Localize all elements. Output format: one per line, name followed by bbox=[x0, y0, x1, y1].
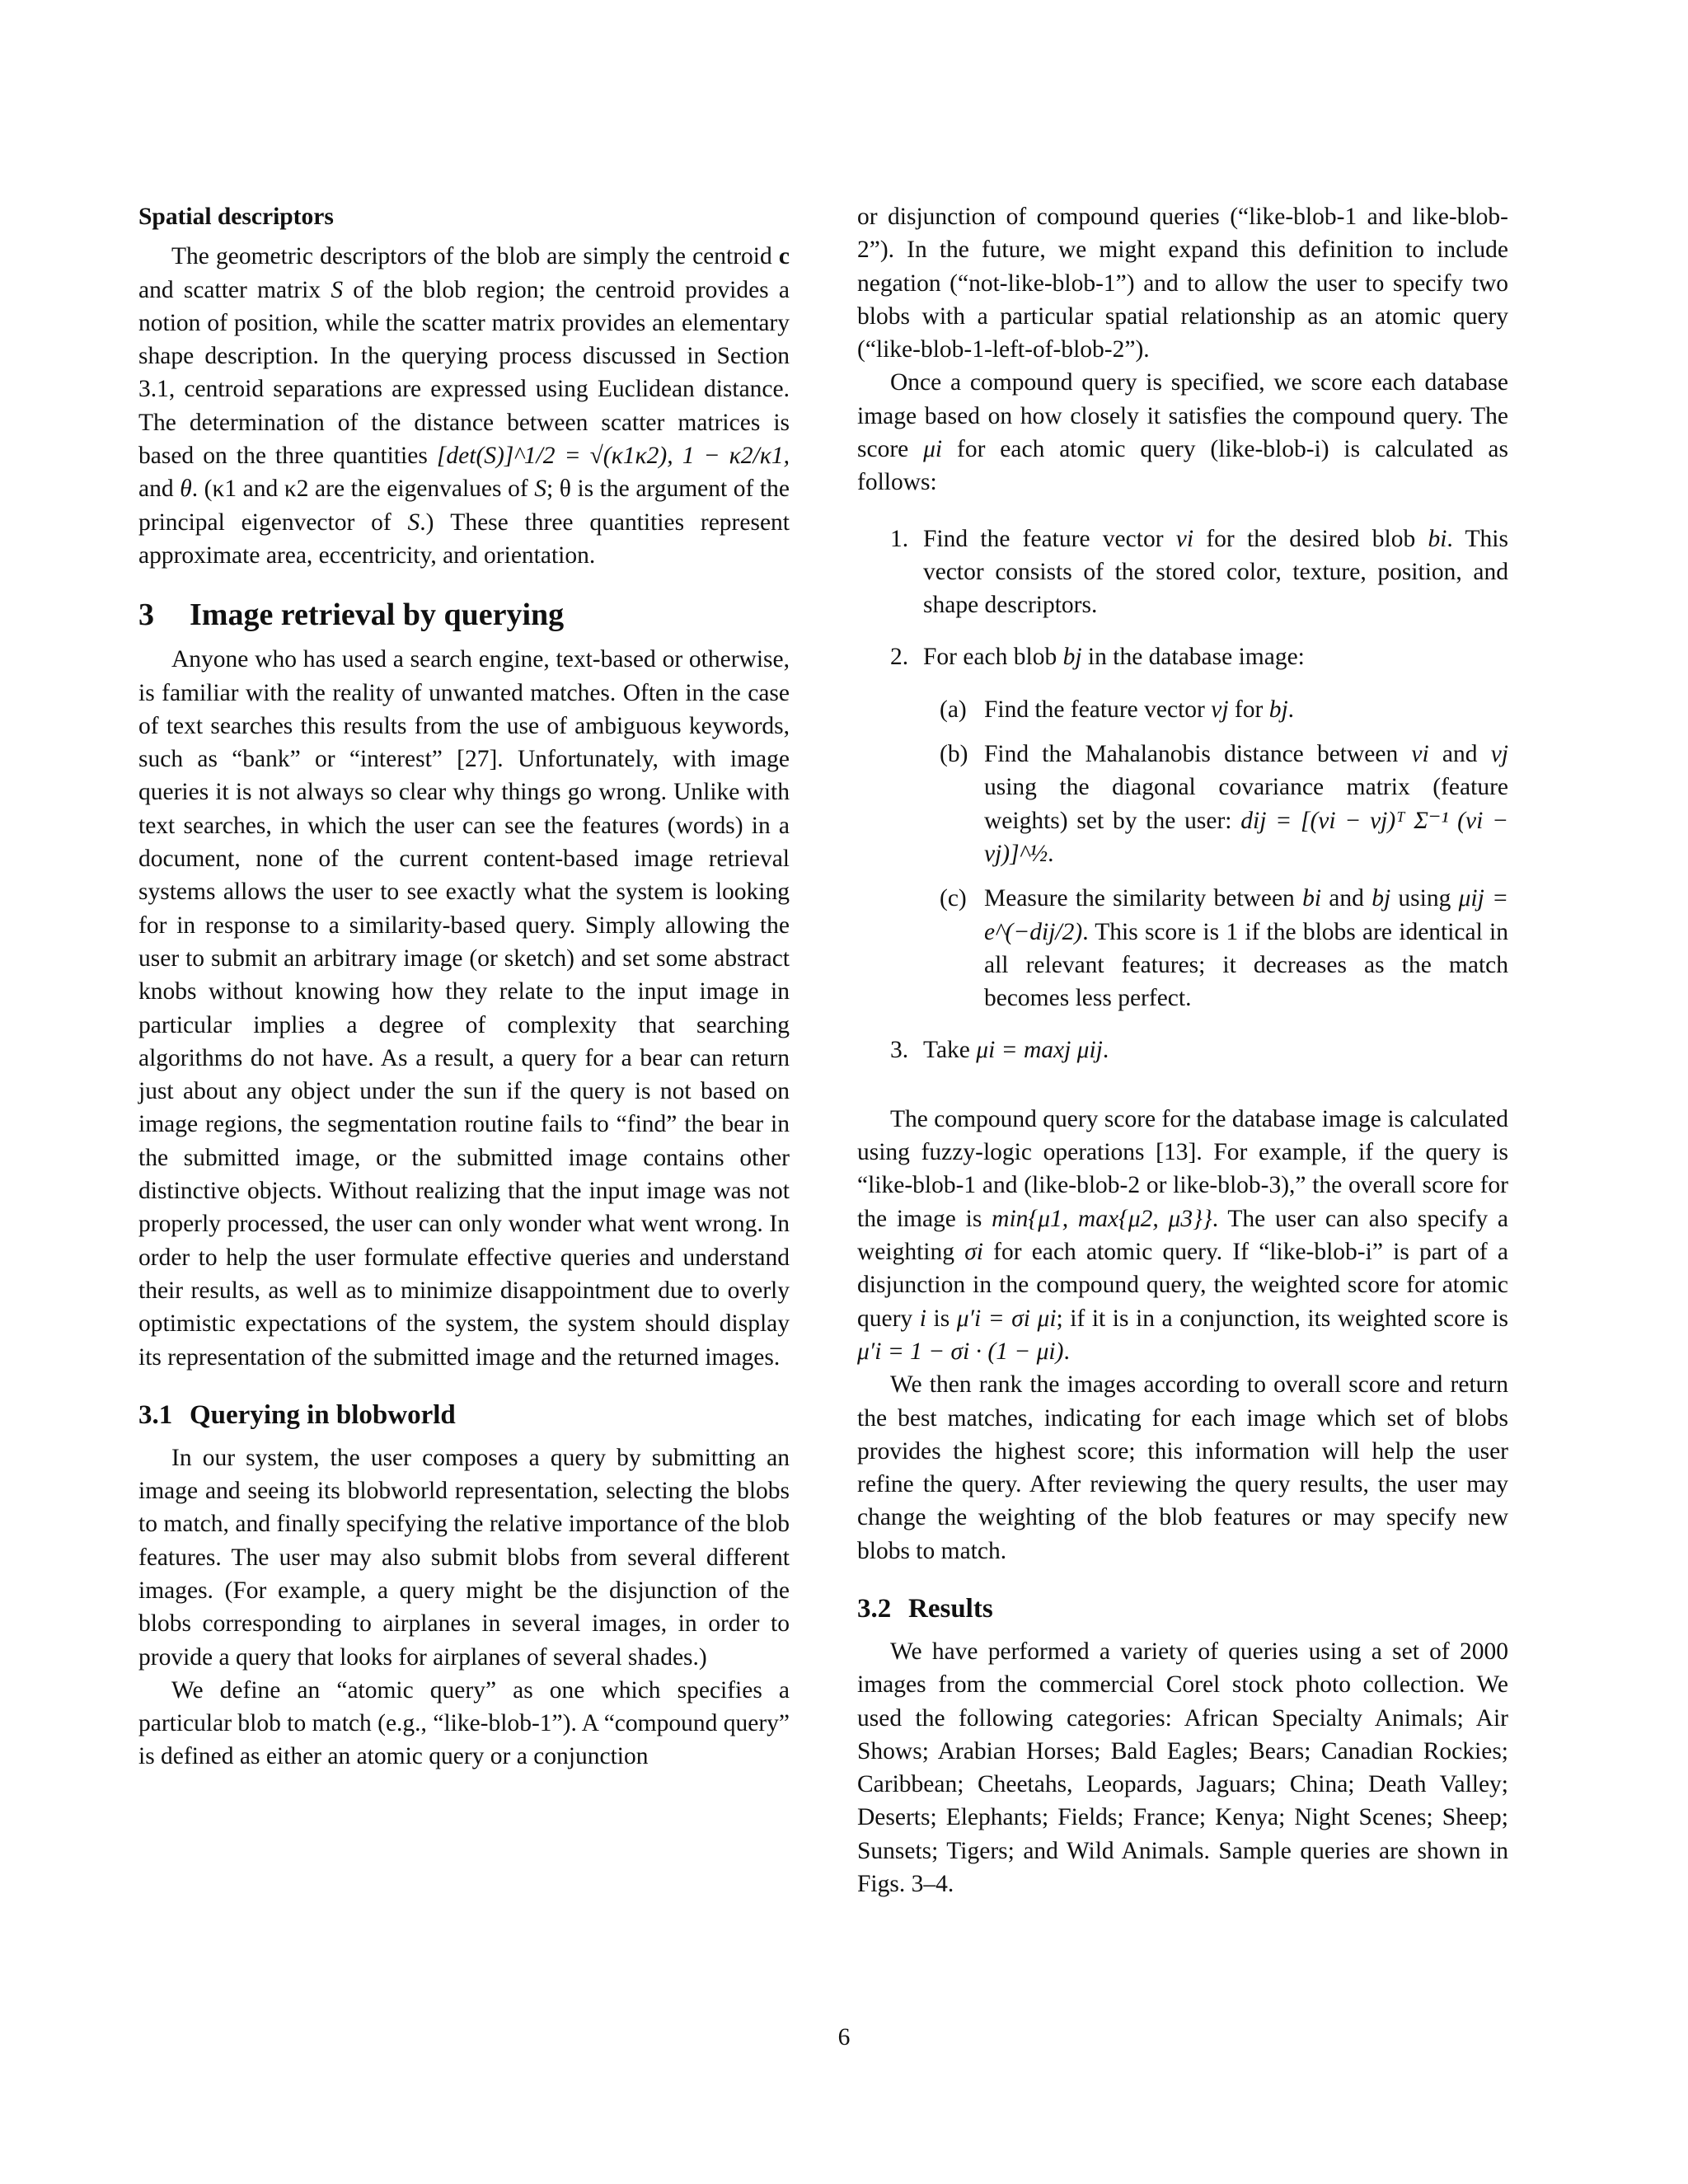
compound-score-paragraph: The compound query score for the database image is calculated using fuzzy-logic operations [13]. For example, if the query is “like-blob-1 and (like-blob-2 or like-blob-3),” the overall score for the image is min{μ1, max{μ2, μ3}}. The user can also specify a weighting σi for each atomic query. If “like-blob-i” is part of a disjunction in the compound query, the weighted score for atomic query i is μ′i = σi μi; if it is in a conjunction, its weighted score is μ′i = 1 − σi · (1 − μi). bbox=[857, 1105, 1508, 1365]
score-paragraph: Once a compound query is specified, we score each database image based on how closely it satisfies the compound query. The score μi for each atomic query (like-blob-i) is calculated as follows: bbox=[857, 369, 1508, 496]
det-formula: [det(S)]^1/2 = √(κ1κ2), 1 − κ2/κ1, bbox=[436, 443, 790, 470]
results-paragraph: We have performed a variety of queries using a set of 2000 images from the commercial Corel stock photo collection. We used the following categories: African Specialty Animals; Air Shows; Arabian Horses; Bald Eagles; Bears; Canadian Rockies; Caribbean; Cheetahs, Leopards, Jaguars; China; Death Valley; Deserts; Elephants; Fields; France; Kenya; Night Scenes; Sheep; Sunsets; Tigers; and Wild Animals. Sample queries are shown in Figs. 3–4. bbox=[857, 1638, 1508, 1898]
step-3: 3. Take μi = maxj μij. bbox=[890, 1036, 1109, 1063]
similarity-formula: μij = e^(−dij/2) bbox=[984, 885, 1509, 945]
section-3-paragraph: Anyone who has used a search engine, text-based or otherwise, is familiar with the reality of unwanted matches. Often in the case of text searches this results from the use of ambiguous keywords, such as “bank” or “interest” [27]. Unfortunately, with image queries it is not always so clear why things go wrong. Unlike with text searches, in which the user can see the features (words) in a document, none of the current content-based image retrieval systems allows the user to see exactly what the system is looking for in response to a similarity-based query. Simply allowing the user to submit an arbitrary image (or sketch) and set some abstract knobs without knowing how they relate to the input image in particular implies a degree of complexity that searching algorithms do not have. As a result, a query for a bear can return just about any object under the sun if the query is not based on image regions, the segmentation routine fails to “find” the bear in the submitted image, or the submitted image contains other distinctive objects. Without realizing that the input image was not properly processed, the user can only wonder what went wrong. In order to help the user formulate effective queries and understand their results, as well as to minimize disappointment due to overly optimistic expectations of the system, the system should display its representation of the submitted image and the returned images. bbox=[138, 646, 790, 1371]
spatial-descriptors-heading: Spatial descriptors bbox=[138, 204, 334, 230]
step-2c: (c) Measure the similarity between bi and bj using μij = e^(−dij/2). This score is 1 if the blobs are identical in all relevant features; it decreases as the match becomes less perfect. bbox=[940, 885, 1509, 1012]
section-3-1-heading: 3.1 Querying in blobworld bbox=[138, 1399, 456, 1430]
mahalanobis-formula: dij = [(vi − vj)ᵀ Σ⁻¹ (vi − vj)]^½ bbox=[984, 807, 1508, 868]
step-2: 2. For each blob bj in the database image: (a) Find the feature vector vj for bj. (b) Find the Mahalanobis distance between vi and vj using the diagonal covariance matrix (feature weights) set by the user: dij = [(vi − vj)ᵀ Σ⁻¹ (vi − vj)]^½. (c) Measure the similarity between bi and bj using μij = e^(−dij/2). This score is 1 if the blobs are identical in all relevant features; it decreases as the match becomes less perfect. bbox=[857, 640, 1508, 1015]
section-3-heading: 3 Image retrieval by querying bbox=[138, 598, 565, 633]
spatial-descriptors-paragraph: The geometric descriptors of the blob are simply the centroid c and scatter matrix S of the blob region; the centroid provides a notion of position, while the scatter matrix provides an elementary shape description. In the querying process discussed in Section 3.1, centroid separations are expressed using Euclidean distance. The determination of the distance between scatter matrices is based on the three quantities [det(S)]^1/2 = √(κ1κ2), 1 − κ2/κ1, and θ. (κ1 and κ2 are the eigenvalues of S; θ is the argument of the principal eigenvector of S.) These three quantities represent approximate area, eccentricity, and orientation. bbox=[138, 243, 790, 569]
continued-paragraph: or disjunction of compound queries (“like-blob-1 and like-blob-2”). In the future, we might expand this definition to include negation (“not-like-blob-1”) and to allow the user to specify two blobs with a particular spatial relationship as an atomic query (“like-blob-1-left-of-blob-2”). bbox=[857, 204, 1508, 363]
disjunction-formula: μ′i = σi μi bbox=[956, 1305, 1057, 1332]
section-3-1-paragraph-1: In our system, the user composes a query by submitting an image and seeing its blobworld representation, selecting the blobs to match, and finally specifying the relative importance of the blob features. The user may also submit blobs from several different images. (For example, a query might be the disjunction of the blobs corresponding to airplanes in several images, in order to provide a query that looks for airplanes of several shades.) bbox=[138, 1444, 790, 1671]
right-column bbox=[857, 200, 1508, 1900]
left-column bbox=[138, 200, 790, 1774]
step-1: 1. Find the feature vector vi for the desired blob bi. This vector consists of the stored color, texture, position, and shape descriptors. bbox=[890, 525, 1508, 619]
section-3-1-paragraph-2: We define an “atomic query” as one which specifies a particular blob to match (e.g., “like-blob-1”). A “compound query” is defined as either an atomic query or a conjunction bbox=[138, 1676, 790, 1770]
minmax-formula: min{μ1, max{μ2, μ3}} bbox=[992, 1205, 1212, 1232]
page-number: 6 bbox=[837, 2024, 851, 2050]
max-formula: μi = maxj μij bbox=[976, 1036, 1103, 1063]
scoring-steps-list bbox=[857, 523, 1508, 1066]
step-2a: (a) Find the feature vector vj for bj. bbox=[940, 696, 1295, 723]
section-3-2-heading: 3.2 Results bbox=[857, 1593, 993, 1624]
step-2b: (b) Find the Mahalanobis distance between vi and vj using the diagonal covariance matrix (feature weights) set by the user: dij = [(vi − vj)ᵀ Σ⁻¹ (vi − vj)]^½. bbox=[940, 741, 1508, 868]
step-2-sublist bbox=[923, 693, 1508, 1015]
conjunction-formula: μ′i = 1 − σi · (1 − μi) bbox=[857, 1338, 1064, 1365]
ranking-paragraph: We then rank the images according to overall score and return the best matches, indicating for each image which set of blobs provides the highest score; this information will help the user refine the query. After reviewing the query results, the user may change the weighting of the blob features or may specify new blobs to match. bbox=[857, 1371, 1508, 1564]
